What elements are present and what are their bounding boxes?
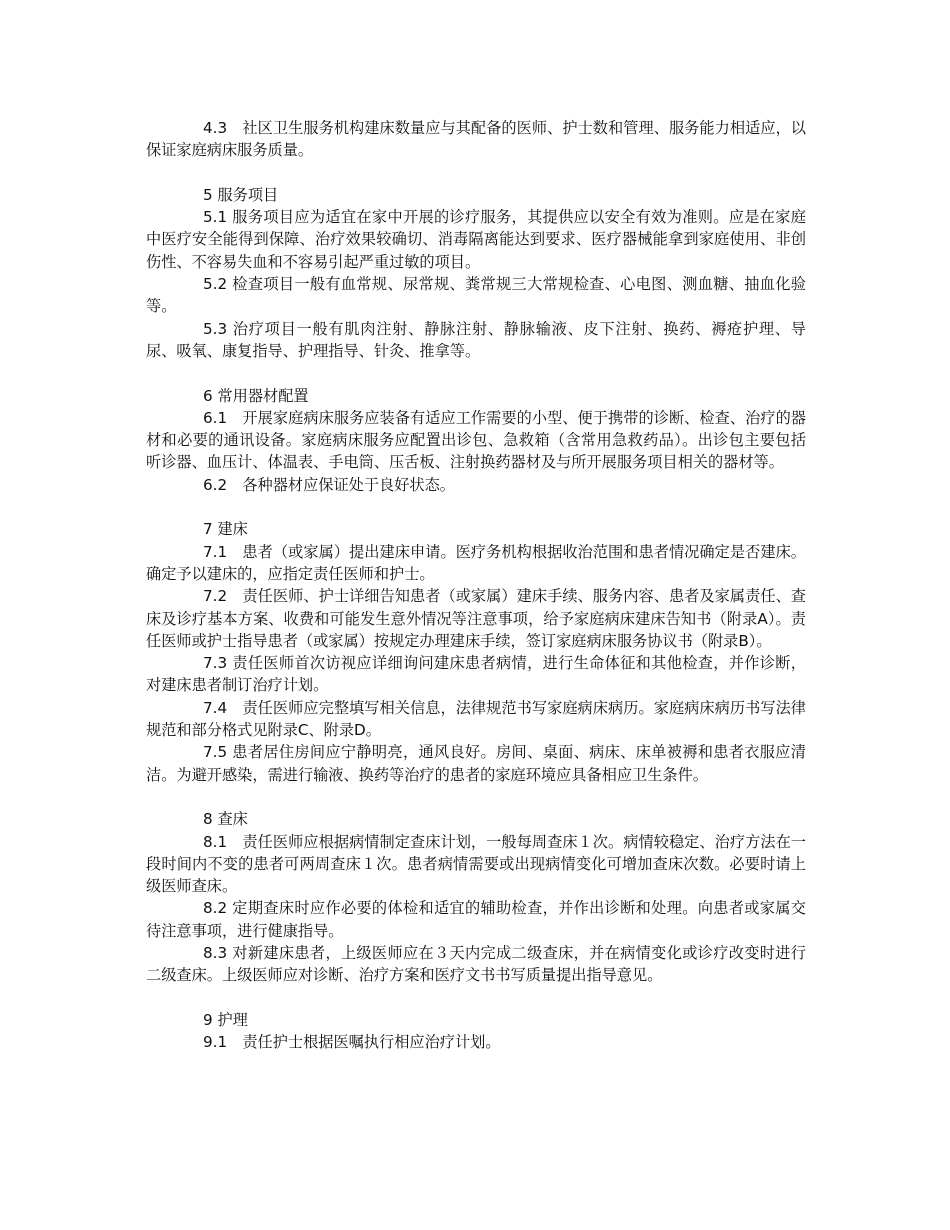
paragraph-8-2: 8.2 定期查床时应作必要的体检和适宜的辅助检查，并作出诊断和处理。向患者或家属交待注意事项，进行健康指导。: [146, 899, 806, 940]
section-gap: [146, 987, 806, 1009]
section-gap: [146, 362, 806, 384]
paragraph-7-3: 7.3 责任医师首次访视应详细询问建床患者病情，进行生命体征和其他检查，并作诊断，对建床患者制订治疗计划。: [146, 654, 806, 695]
paragraph-5-1: 5.1 服务项目应为适宜在家中开展的诊疗服务，其提供应以安全有效为准则。应是在家庭中医疗安全能得到保障、治疗效果较确切、消毒隔离能达到要求、医疗器械能拿到家庭使用、非创伤性、不容易失血和不容易引起严重过敏的项目。: [146, 208, 806, 271]
paragraph-8-3: 8.3 对新建床患者，上级医师应在３天内完成二级查床，并在病情变化或诊疗改变时进行二级查床。上级医师应对诊断、治疗方案和医疗文书书写质量提出指导意见。: [146, 943, 806, 985]
section-heading-6: 6 常用器材配置: [203, 386, 309, 405]
document-page: [146, 117, 806, 1053]
paragraph-8-1: 8.1 责任医师应根据病情制定查床计划，一般每周查床１次。病情较稳定、治疗方法在一段时间内不变的患者可两周查床１次。患者病情需要或出现病情变化可增加查床次数。必要时请上级医师查床。: [146, 832, 806, 896]
section-heading-8: 8 查床: [203, 810, 248, 829]
section-gap: [146, 496, 806, 518]
paragraph-6-1: 6.1 开展家庭病床服务应装备有适应工作需要的小型、便于携带的诊断、检查、治疗的器材和必要的通讯设备。家庭病床服务应配置出诊包、急救箱（含常用急救药品）。出诊包主要包括听诊器、血压计、体温表、手电筒、压舌板、注射换药器材及与所开展服务项目相关的器材等。: [146, 408, 806, 472]
section-gap: [146, 786, 806, 808]
paragraph-4-3: 4.3 社区卫生服务机构建床数量应与其配备的医师、护士数和管理、服务能力相适应，以保证家庭病床服务质量。: [146, 119, 806, 160]
paragraph-9-1: 9.1 责任护士根据医嘱执行相应治疗计划。: [203, 1033, 501, 1052]
section-gap: [146, 162, 806, 184]
section-heading-9: 9 护理: [203, 1010, 248, 1029]
section-heading-7: 7 建床: [203, 520, 248, 539]
section-heading-5: 5 服务项目: [203, 185, 279, 204]
paragraph-5-2: 5.2 检查项目一般有血常规、尿常规、粪常规三大常规检查、心电图、测血糖、抽血化验等。: [146, 275, 806, 316]
paragraph-7-4: 7.4 责任医师应完整填写相关信息，法律规范书写家庭病床病历。家庭病床病历书写法律规范和部分格式见附录C、附录D。: [146, 698, 806, 740]
paragraph-7-2: 7.2 责任医师、护士详细告知患者（或家属）建床手续、服务内容、患者及家属责任、查床及诊疗基本方案、收费和可能发生意外情况等注意事项，给予家庭病床建床告知书（附录A）。责任医师或护士指导患者（或家属）按规定办理建床手续，签订家庭病床服务协议书（附录B）。: [146, 587, 806, 650]
paragraph-6-2: 6.2 各种器材应保证处于良好状态。: [203, 475, 455, 494]
paragraph-5-3: 5.3 治疗项目一般有肌肉注射、静脉注射、静脉输液、皮下注射、换药、褥疮护理、导尿、吸氧、康复指导、护理指导、针灸、推拿等。: [146, 319, 806, 360]
paragraph-7-5: 7.5 患者居住房间应宁静明亮，通风良好。房间、桌面、病床、床单被褥和患者衣服应清洁。为避开感染，需进行输液、换药等治疗的患者的家庭环境应具备相应卫生条件。: [146, 743, 806, 784]
paragraph-7-1: 7.1 患者（或家属）提出建床申请。医疗务机构根据收治范围和患者情况确定是否建床。确定予以建床的，应指定责任医师和护士。: [146, 542, 806, 583]
